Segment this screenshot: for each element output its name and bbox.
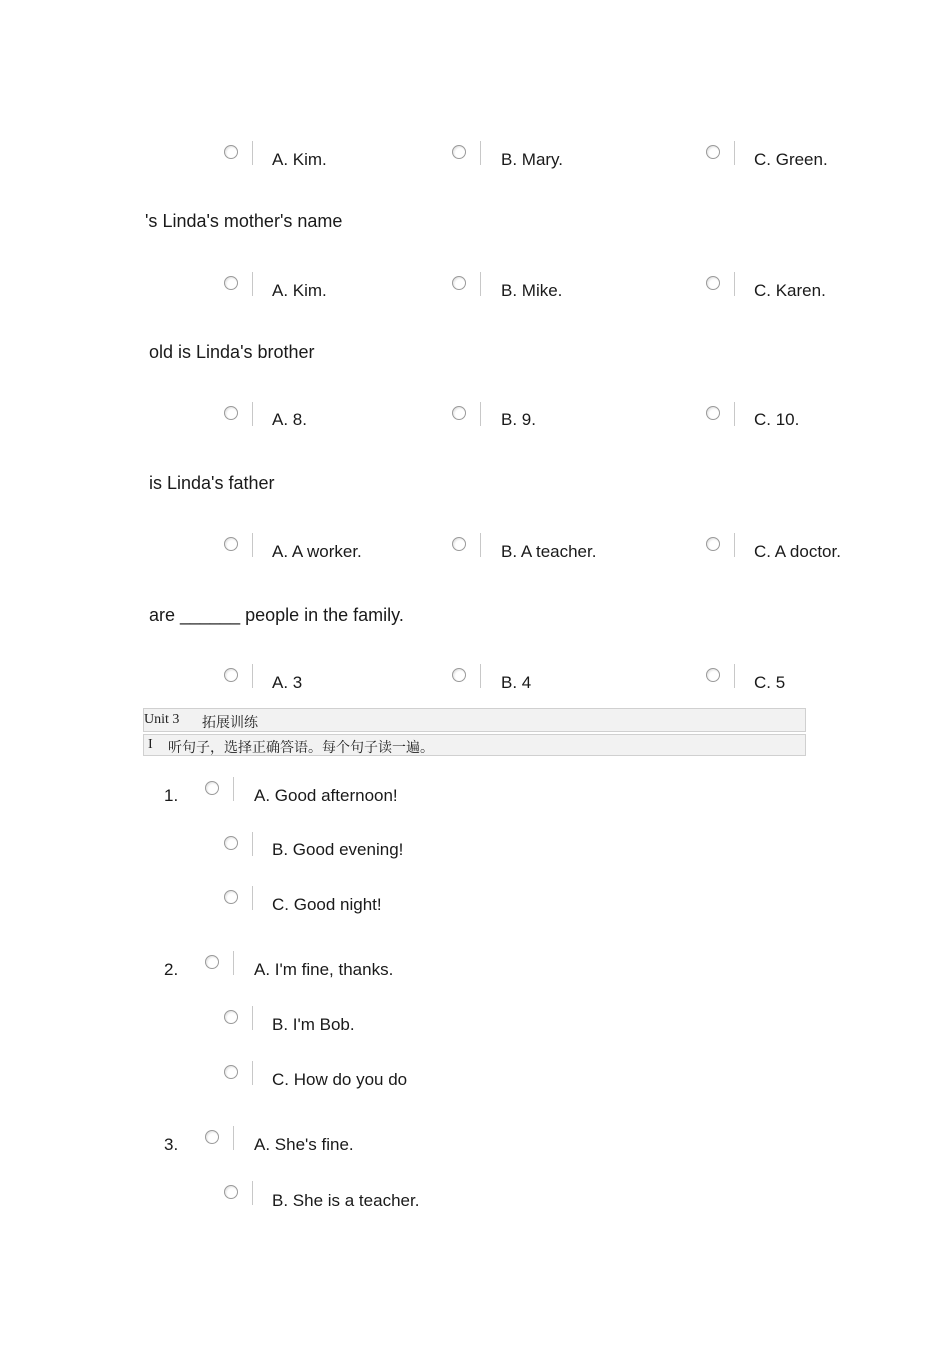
radio-circle-icon <box>224 145 238 159</box>
divider <box>252 1006 253 1030</box>
unit-number: Unit 3 <box>144 712 180 727</box>
option-label: A. 3 <box>272 673 303 692</box>
radio-circle-icon <box>224 668 238 682</box>
option-label: B. She is a teacher. <box>272 1191 420 1210</box>
radio-button[interactable] <box>450 533 482 559</box>
question-text: old is Linda's brother <box>149 342 315 362</box>
divider <box>252 1181 253 1205</box>
divider <box>233 951 234 975</box>
radio-button[interactable] <box>222 1061 254 1087</box>
divider <box>734 402 735 426</box>
divider <box>233 777 234 801</box>
section-instruction: 听句子，选择正确答语。每个句子读一遍。 <box>168 741 434 756</box>
option-label: B. Good evening! <box>272 840 404 859</box>
radio-circle-icon <box>224 1065 238 1079</box>
radio-button[interactable] <box>203 951 235 977</box>
radio-button[interactable] <box>704 402 736 428</box>
divider <box>734 272 735 296</box>
divider <box>252 402 253 426</box>
radio-circle-icon <box>205 781 219 795</box>
option-label: A. Kim. <box>272 281 327 300</box>
radio-circle-icon <box>706 406 720 420</box>
radio-circle-icon <box>224 276 238 290</box>
item-number: 3. <box>164 1135 179 1154</box>
option-label: A. A worker. <box>272 542 362 561</box>
divider <box>734 533 735 557</box>
radio-circle-icon <box>224 1010 238 1024</box>
divider <box>480 272 481 296</box>
option-label: B. 4 <box>501 673 532 692</box>
radio-button[interactable] <box>704 664 736 690</box>
radio-circle-icon <box>706 668 720 682</box>
option-label: C. A doctor. <box>754 542 841 561</box>
radio-button[interactable] <box>222 402 254 428</box>
radio-button[interactable] <box>203 1126 235 1152</box>
radio-button[interactable] <box>704 272 736 298</box>
radio-button[interactable] <box>450 664 482 690</box>
radio-circle-icon <box>706 145 720 159</box>
item-number: 2. <box>164 960 179 979</box>
option-label: A. 8. <box>272 410 307 429</box>
option-label: C. How do you do <box>272 1070 408 1089</box>
radio-button[interactable] <box>222 886 254 912</box>
divider <box>252 832 253 856</box>
option-label: C. 5 <box>754 673 786 692</box>
radio-button[interactable] <box>450 272 482 298</box>
radio-circle-icon <box>706 537 720 551</box>
option-label: A. Good afternoon! <box>254 786 398 805</box>
unit-title: 拓展训练 <box>202 716 258 731</box>
radio-circle-icon <box>706 276 720 290</box>
option-label: C. Green. <box>754 150 828 169</box>
radio-circle-icon <box>452 276 466 290</box>
radio-button[interactable] <box>450 141 482 167</box>
divider <box>252 1061 253 1085</box>
divider <box>480 664 481 688</box>
divider <box>252 886 253 910</box>
radio-button[interactable] <box>222 1006 254 1032</box>
unit-header <box>143 708 806 732</box>
option-label: B. 9. <box>501 410 536 429</box>
option-label: B. Mike. <box>501 281 563 300</box>
radio-button[interactable] <box>222 1181 254 1207</box>
option-label: B. A teacher. <box>501 542 597 561</box>
divider <box>734 664 735 688</box>
divider <box>480 141 481 165</box>
radio-circle-icon <box>224 836 238 850</box>
radio-circle-icon <box>224 890 238 904</box>
divider <box>734 141 735 165</box>
radio-circle-icon <box>224 406 238 420</box>
radio-button[interactable] <box>222 141 254 167</box>
radio-button[interactable] <box>704 533 736 559</box>
question-text: is Linda's father <box>149 473 275 493</box>
option-label: C. 10. <box>754 410 800 429</box>
divider <box>480 533 481 557</box>
option-label: A. Kim. <box>272 150 327 169</box>
radio-circle-icon <box>452 668 466 682</box>
divider <box>252 533 253 557</box>
section-header <box>143 734 806 756</box>
radio-circle-icon <box>452 145 466 159</box>
section-numeral: I <box>148 737 153 752</box>
radio-circle-icon <box>452 537 466 551</box>
item-number: 1. <box>164 786 179 805</box>
divider <box>252 272 253 296</box>
radio-circle-icon <box>224 1185 238 1199</box>
radio-circle-icon <box>224 537 238 551</box>
radio-circle-icon <box>205 955 219 969</box>
radio-button[interactable] <box>222 533 254 559</box>
question-text: are ______ people in the family. <box>149 605 404 625</box>
radio-button[interactable] <box>704 141 736 167</box>
option-label: A. She's fine. <box>254 1135 354 1154</box>
divider <box>252 664 253 688</box>
option-label: B. Mary. <box>501 150 564 169</box>
option-label: C. Karen. <box>754 281 826 300</box>
option-label: B. I'm Bob. <box>272 1015 355 1034</box>
divider <box>252 141 253 165</box>
radio-button[interactable] <box>222 832 254 858</box>
question-text: 's Linda's mother's name <box>145 211 343 231</box>
divider <box>233 1126 234 1150</box>
option-label: C. Good night! <box>272 895 382 914</box>
radio-circle-icon <box>452 406 466 420</box>
option-label: A. I'm fine, thanks. <box>254 960 394 979</box>
radio-button[interactable] <box>450 402 482 428</box>
divider <box>480 402 481 426</box>
radio-button[interactable] <box>222 272 254 298</box>
radio-button[interactable] <box>222 664 254 690</box>
radio-circle-icon <box>205 1130 219 1144</box>
radio-button[interactable] <box>203 777 235 803</box>
